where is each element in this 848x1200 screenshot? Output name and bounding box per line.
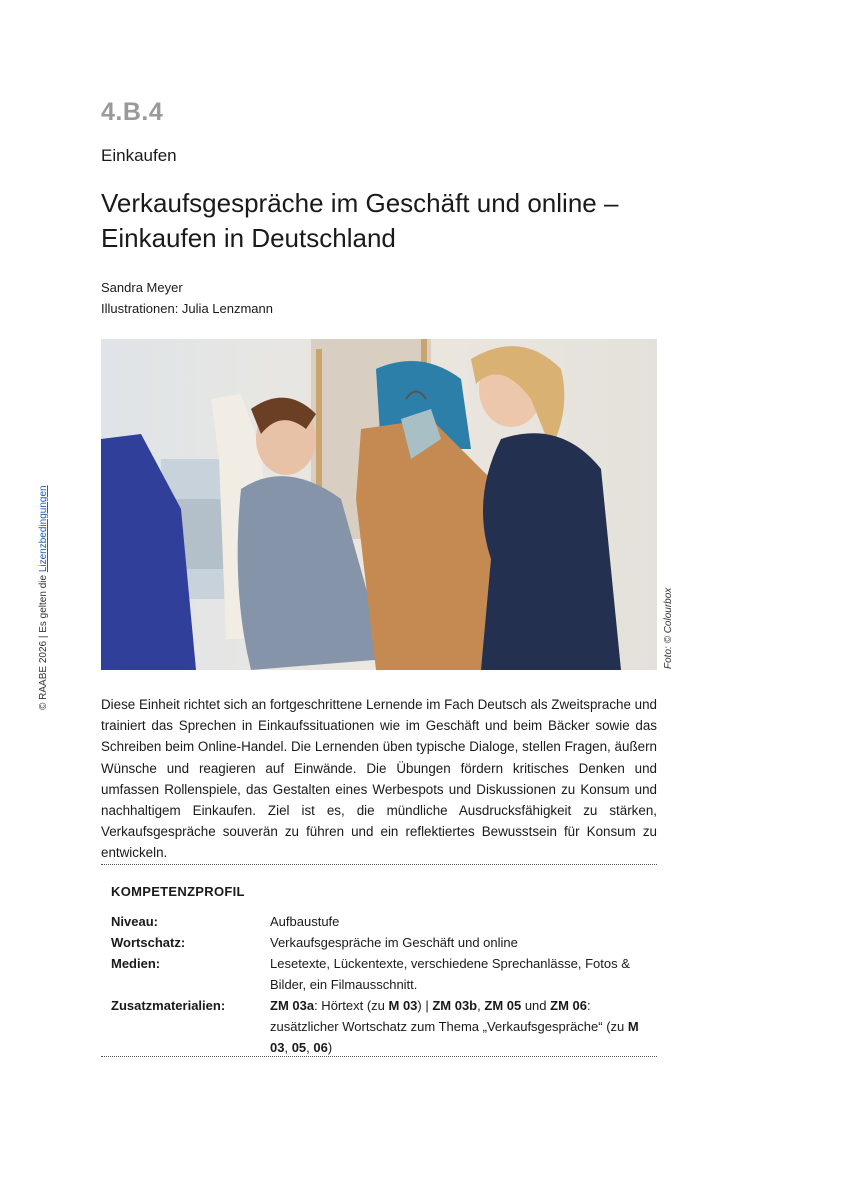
author: Sandra Meyer (101, 280, 183, 295)
text-fragment: : zusätzlicher Wortschatz zum Thema „Verkaufsgespräche“ (zu (270, 998, 628, 1034)
profile-label: Wortschatz: (111, 935, 186, 950)
ref-05: 05 (291, 1040, 307, 1055)
text-fragment: , (477, 998, 485, 1013)
profile-value-extras (270, 995, 651, 1058)
ref-zm05: ZM 05 (484, 998, 522, 1013)
ref-m03: M 03 (388, 998, 418, 1013)
ref-06: 06 (313, 1040, 328, 1055)
profile-value: Verkaufsgespräche im Geschäft und online (270, 935, 518, 950)
profile-value: Lesetexte, Lückentexte, verschiedene Sprechanlässe, Fotos & Bilder, ein Filmausschnitt. (270, 956, 630, 992)
divider-top (101, 864, 657, 865)
profile-label: Niveau: (111, 914, 158, 929)
page-title: Verkaufsgespräche im Geschäft und online – Einkaufen in Deutschland (101, 188, 619, 253)
text-fragment: , (306, 1040, 314, 1055)
photo-credit: Foto: © Colourbox (663, 587, 674, 669)
illustrator-credit: Illustrationen: Julia Lenzmann (101, 301, 273, 316)
ref-m03-b: M 03 (270, 1019, 639, 1055)
section-number: 4.B.4 (101, 98, 164, 126)
ref-zm03a: ZM 03a (270, 998, 315, 1013)
intro-paragraph: Diese Einheit richtet sich an fortgeschrittene Lernende im Fach Deutsch als Zweitsprache und trainiert das Sprechen in Einkaufssituationen wie im Geschäft und beim Bäcker sowie das Schreiben beim Online-Handel. Die Lernenden üben typische Dialoge, stellen Fragen, äußern Wünsche und reagieren auf Einwände. Die Übungen fördern kritisches Denken und umfassen Rollenspiele, das Gestalten eines Werbespots und Diskussionen zu Konsum und nachhaltigem Einkaufen. Ziel ist es, die mündliche Ausdrucksfähigkeit zu stärken, Verkaufsgespräche souverän zu führen und ein reflektiertes Bewusstsein für Konsum zu entwickeln. (101, 697, 657, 861)
ref-zm06: ZM 06 (550, 998, 587, 1013)
ref-zm03b: ZM 03b (432, 998, 478, 1013)
topic-label: Einkaufen (101, 146, 177, 165)
text-fragment: ) (327, 1040, 333, 1055)
copyright-notice (38, 485, 49, 710)
profile-label: Zusatzmaterialien: (111, 998, 226, 1013)
text-fragment: , (284, 1040, 292, 1055)
divider-bottom (101, 1056, 657, 1057)
shopping-photo (101, 339, 657, 670)
profile-label: Medien: (111, 956, 161, 971)
profile-heading: KOMPETENZPROFIL (111, 884, 245, 899)
license-link[interactable]: Lizenzbedingungen (38, 485, 49, 573)
profile-value: Aufbaustufe (270, 914, 340, 929)
copyright-text: © RAABE 2026 | Es gelten die (38, 572, 49, 710)
text-fragment: : Hörtext (zu (314, 998, 389, 1013)
text-fragment: ) | (417, 998, 433, 1013)
text-fragment: und (521, 998, 551, 1013)
